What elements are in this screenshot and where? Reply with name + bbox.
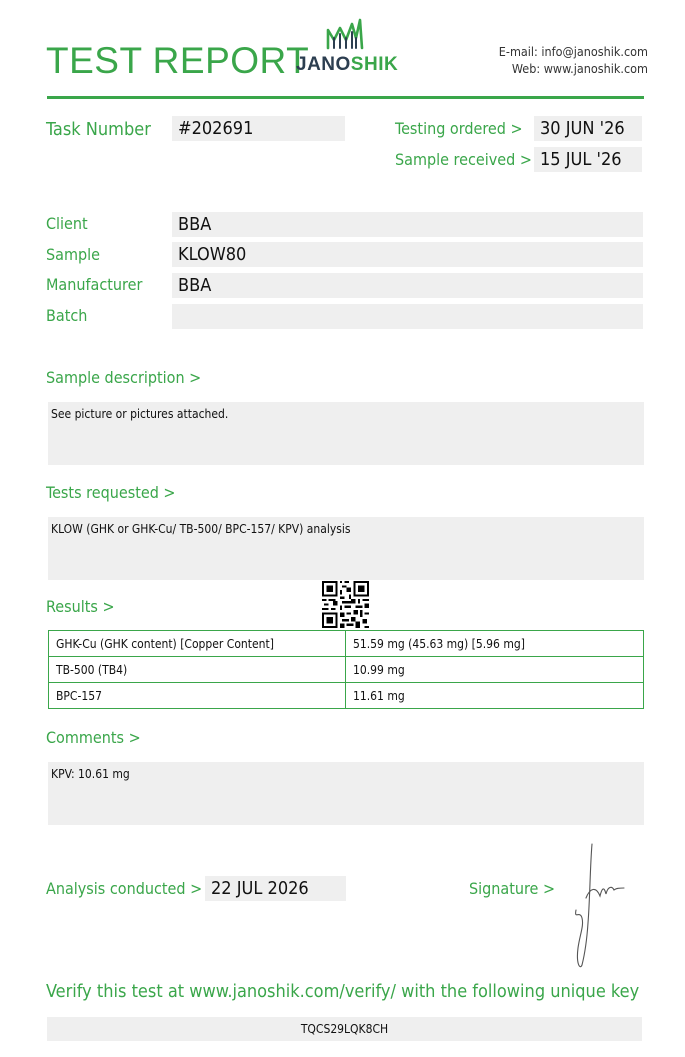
qr-code-icon	[322, 581, 369, 628]
logo-text-shik: SHIK	[350, 54, 399, 75]
results-label: Results >	[46, 597, 115, 616]
testing-ordered-value: 30 JUN '26	[534, 116, 642, 141]
result-name: TB-500 (TB4)	[49, 657, 346, 683]
result-value: 10.99 mg	[346, 657, 644, 683]
logo-text-jano: JANO	[296, 54, 351, 75]
sample-received-value: 15 JUL '26	[534, 147, 642, 172]
signature-image	[568, 838, 628, 970]
batch-value	[172, 304, 643, 329]
result-value: 51.59 mg (45.63 mg) [5.96 mg]	[346, 631, 644, 657]
sample-value: KLOW80	[172, 242, 643, 267]
signature-label: Signature >	[469, 879, 556, 898]
comments-label: Comments >	[46, 728, 141, 747]
testing-ordered-label: Testing ordered >	[395, 119, 523, 138]
manufacturer-value: BBA	[172, 273, 643, 298]
comments-text: KPV: 10.61 mg	[48, 762, 644, 825]
client-value: BBA	[172, 212, 643, 237]
header-divider	[47, 96, 644, 99]
contact-info	[499, 43, 648, 77]
sample-received-label: Sample received >	[395, 150, 532, 169]
batch-label: Batch	[46, 306, 88, 325]
analysis-conducted-label: Analysis conducted >	[46, 879, 203, 898]
sample-description-label: Sample description >	[46, 368, 202, 387]
analysis-conducted-value: 22 JUL 2026	[205, 876, 346, 901]
client-label: Client	[46, 214, 88, 233]
contact-web: Web: www.janoshik.com	[511, 61, 648, 76]
results-table	[48, 630, 644, 709]
task-number-label: Task Number	[46, 119, 151, 140]
table-row	[49, 683, 644, 709]
contact-email: E-mail: info@janoshik.com	[498, 44, 648, 59]
unique-key: TQCS29LQK8CH	[47, 1017, 642, 1041]
logo-wordmark	[296, 54, 398, 76]
sample-description-text: See picture or pictures attached.	[48, 402, 644, 465]
result-value: 11.61 mg	[346, 683, 644, 709]
sample-label: Sample	[46, 245, 100, 264]
report-title: TEST REPORT	[46, 40, 310, 81]
tests-requested-text: KLOW (GHK or GHK-Cu/ TB-500/ BPC-157/ KPV) analysis	[48, 517, 644, 580]
result-name: BPC-157	[49, 683, 346, 709]
table-row	[49, 657, 644, 683]
tests-requested-label: Tests requested >	[46, 483, 176, 502]
manufacturer-label: Manufacturer	[46, 275, 143, 294]
table-row	[49, 631, 644, 657]
result-name: GHK-Cu (GHK content) [Copper Content]	[49, 631, 346, 657]
task-number-value: #202691	[172, 116, 345, 141]
verify-instructions: Verify this test at www.janoshik.com/verify/ with the following unique key	[46, 981, 640, 1002]
